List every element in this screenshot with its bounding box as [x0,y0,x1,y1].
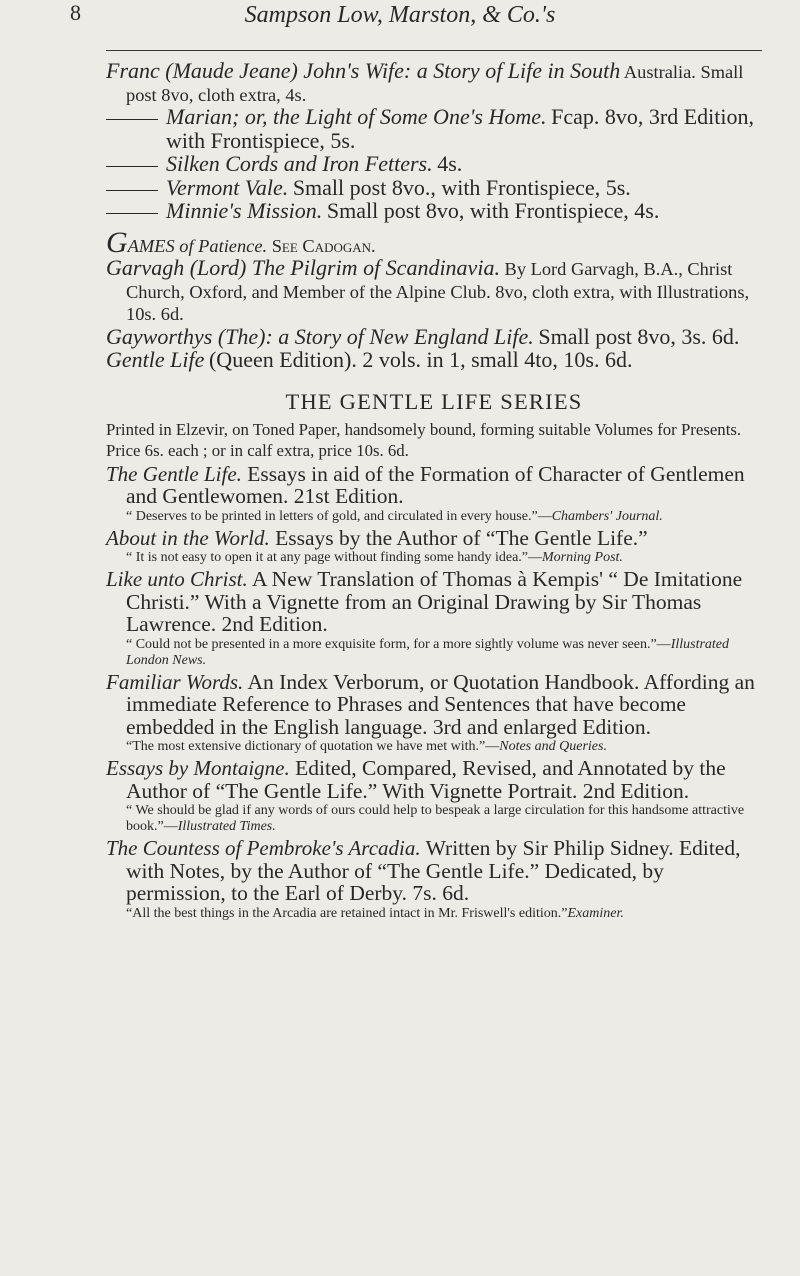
book-review [106,803,762,835]
entry-garvagh [106,257,762,326]
book-title: The Countess of Pembroke's Arcadia. [106,836,421,860]
entry-title: Silken Cords and Iron Fetters. [166,151,433,176]
entry-marian [106,106,762,153]
entry-title: Minnie's Mission. [166,198,323,223]
book-line [106,837,762,905]
entry-gayworthys [106,323,762,350]
review-source: Morning Post. [542,550,623,565]
entry-title: Garvagh (Lord) The Pilgrim of Scandinavia. [106,255,500,280]
book-review [106,550,762,566]
review-quote: “ Deserves to be printed in letters of gold, and circulated in every house.”— [126,508,552,524]
review-quote: “ We should be glad if any words of ours could help to bespeak a large circulation for this handsome attractive book.”— [126,803,745,834]
ditto-dash [106,213,158,214]
book-line [106,568,762,636]
entry-title: Franc (Maude Jeane) John's Wife: a Story of Life in South [106,58,621,83]
entry-gentle-life-queen [106,349,762,373]
review-source: Illustrated Times. [177,819,276,834]
book-title: Like unto Christ. [106,567,248,591]
review-source: Chambers' Journal. [551,508,663,524]
review-quote: “ Could not be presented in a more exquisite form, for a more sightly volume was never seen.”— [126,636,671,652]
entry-details: Small post 8vo., with Frontispiece, 5s. [292,174,631,200]
book-text: Essays in aid of the Formation of Character of Gentlemen and Gentlewomen. 21st Edition. [126,461,745,508]
book-text: Edited, Compared, Revised, and Annotated by the Author of “The Gentle Life.” With Vignette Portrait. 2nd Edition. [126,756,726,803]
page-number: 8 [70,0,81,25]
book-review [106,637,762,669]
entry-vermont-vale [106,174,762,201]
page-content [106,60,762,923]
book-title: Familiar Words. [106,669,244,694]
book-review [106,906,762,922]
ditto-dash [106,119,158,120]
review-source: Examiner. [567,905,624,921]
book-entry [106,527,762,567]
ditto-dash [106,166,158,167]
entry-title: Gayworthys (The): a Story of New England Life. [106,323,534,349]
book-entry [106,671,762,756]
entry-silken-cords [106,153,762,177]
book-entry [106,568,762,669]
entry-title: Gentle Life [106,347,205,372]
review-source: Illustrated London News. [126,636,730,668]
book-list [106,463,762,922]
book-review [106,739,762,755]
entry-details: Fcap. 8vo, 3rd Edition, with Frontispiece, 5s. [166,104,754,153]
entry-details: Small post 8vo, with Frontispiece, 4s. [326,198,660,223]
entry-details: By Lord Garvagh, B.A., Christ Church, Oxford, and Member of the Alpine Club. 8vo, cloth extra, with Illustrations, 10s. 6d. [126,259,750,324]
header-rule [106,50,762,51]
entry-minnies-mission [106,200,762,224]
book-entry [106,463,762,525]
entry-details: Australia. Small post 8vo, cloth extra, 4s. [126,62,744,105]
review-quote: “All the best things in the Arcadia are retained intact in Mr. Friswell's edition.” [126,905,568,921]
book-title: About in the World. [106,525,270,550]
entry-title: Marian; or, the Light of Some One's Home. [166,104,547,129]
entry-details: Small post 8vo, 3s. 6d. [538,323,740,349]
entry-details: (Queen Edition). 2 vols. in 1, small 4to, 10s. 6d. [208,347,633,372]
entry-details: 4s. [437,151,463,176]
book-text: Essays by the Author of “The Gentle Life.” [275,525,648,550]
book-text: An Index Verborum, or Quotation Handbook. Affording an immediate Reference to Phrases and Sentences that have become embedded in the English language. 3rd and enlarged Edition. [126,669,755,739]
entry-title: AMES of Patience. [127,235,268,256]
entry-games-of-patience [106,225,762,259]
review-source: Notes and Queries. [499,739,607,754]
book-text: Written by Sir Philip Sidney. Edited, with Notes, by the Author of “The Gentle Life.” Dedicated, by permission, to the Earl of Derby. 7s. 6d. [126,836,741,905]
entry-franc [106,60,762,106]
entry-title: Vermont Vale. [166,174,289,200]
review-quote: “The most extensive dictionary of quotation we have met with.”— [126,739,500,754]
book-entry [106,837,762,922]
book-line [106,757,762,802]
book-line [106,463,762,508]
ditto-dash [106,190,158,191]
book-text: A New Translation of Thomas à Kempis' “ De Imitatione Christi.” With a Vignette from an Original Drawing by Sir Thomas Lawrence. 2nd Edition. [126,567,743,636]
entry-details: See Cadogan. [271,235,376,256]
review-quote: “ It is not easy to open it at any page without finding some handy idea.”— [126,550,543,565]
book-review [106,509,762,525]
book-entry [106,757,762,835]
book-line [106,671,762,739]
book-line [106,527,762,550]
series-heading: THE GENTLE LIFE SERIES [285,388,583,414]
book-title: The Gentle Life. [106,461,242,486]
series-description: Printed in Elzevir, on Toned Paper, handsomely bound, forming suitable Volumes for Presents. Price 6s. each ; or in calf extra, price 10s. 6d. [106,419,742,460]
running-title: Sampson Low, Marston, & Co.'s [244,2,556,28]
drop-cap: G [106,225,128,259]
book-title: Essays by Montaigne. [106,756,290,780]
